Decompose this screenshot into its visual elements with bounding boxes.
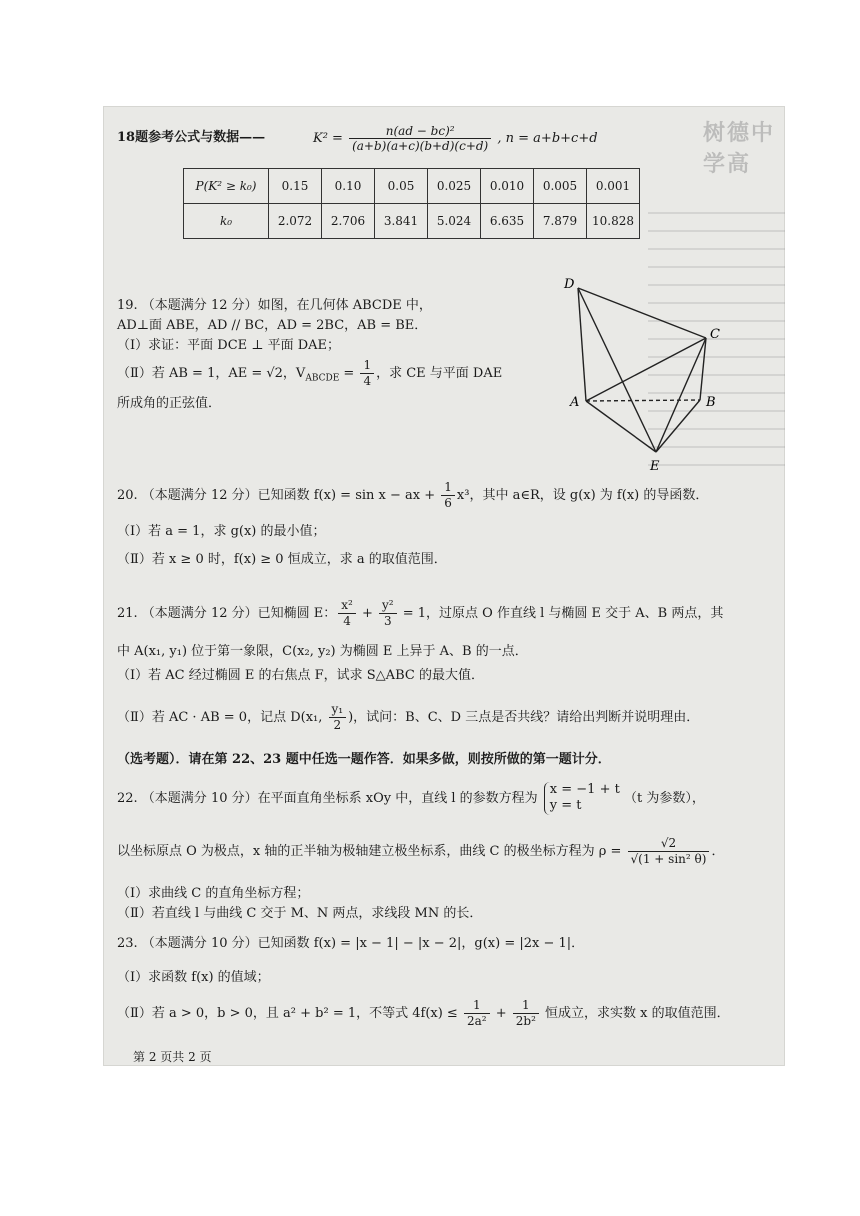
label-D: D [564,277,575,292]
q21-line-1 [117,598,723,629]
fraction-num: 1 [513,998,539,1014]
q21-fraction-y [379,598,397,629]
q21-line-2: 中 A(x₁, y₁) 位于第一象限，C(x₂, y₂) 为椭圆 E 上异于 A、B 的一点． [117,644,528,659]
fraction-num: 1 [464,998,490,1014]
q21-line-4 [117,702,699,733]
formula-tail: , n = a+b+c+d [497,131,598,146]
label-A: A [570,395,580,410]
q22-line-1 [117,782,705,815]
q20-line-1 [117,480,708,511]
fraction-den: 2a² [466,1014,487,1028]
fraction-den: 3 [383,614,392,628]
chi-square-formula [313,124,598,153]
formula-fraction [349,124,491,153]
q20-line-3: （Ⅱ）若 x ≥ 0 时，f(x) ≥ 0 恒成立，求 a 的取值范围． [117,552,447,567]
edge-BE [656,400,700,452]
fraction-den: √(1 + sin² θ) [630,852,707,866]
q19-line-4a: （Ⅱ）若 AB = 1，AE = √2，V [117,366,306,381]
fraction-num: 1 [360,358,374,374]
q23-line-2: （Ⅰ）求函数 f(x) 的值域； [117,970,270,985]
q19-line-2: AD⊥面 ABE，AD // BC，AD = 2BC，AB = BE． [117,318,428,333]
fraction-num: y² [379,598,397,614]
q21-plus: + [357,606,377,621]
table-cell: 0.15 [269,169,322,204]
label-E: E [650,459,660,474]
geometry-figure [558,276,738,476]
edge-DC [578,288,706,338]
page-footer: 第 2 页共 2 页 [133,1050,212,1064]
q23-fraction-b [513,998,539,1029]
q20-line-2: （Ⅰ）若 a = 1，求 g(x) 的最小值； [117,524,326,539]
q19-line-4b: = [339,366,359,381]
q21-line-1a: 21. （本题满分 12 分）已知椭圆 E： [117,606,337,621]
fraction-num: y₁ [329,702,347,718]
q22-line-2b: ． [711,844,725,859]
q21-line-4a: （Ⅱ）若 AC · AB = 0，记点 D(x₁, [117,710,327,725]
formula-denominator: (a+b)(a+c)(b+d)(c+d) [352,139,489,153]
q23-line-3a: （Ⅱ）若 a > 0，b > 0，且 a² + b² = 1，不等式 4f(x) ≤ [117,1006,462,1021]
table-cell: 5.024 [428,204,481,239]
q20-line-1b: x³，其中 a∈R，设 g(x) 为 f(x) 的导函数． [456,488,709,503]
edge-AE [586,401,656,452]
table-cell: 2.706 [322,204,375,239]
system-line-1: x = −1 + t [549,782,620,797]
table-header-cell: k₀ [184,204,269,239]
q23-line-3b: 恒成立，求实数 x 的取值范围． [540,1006,730,1021]
edge-AB [586,400,700,401]
exam-page [103,106,785,1066]
fraction-den: 2b² [515,1014,536,1028]
table-cell: 0.001 [587,169,640,204]
bleed-through-header: 树德中学高 [703,120,776,177]
fraction-den: 4 [343,614,351,628]
q23-line-1: 23. （本题满分 10 分）已知函数 f(x) = |x − 1| − |x − 2|，g(x) = |2x − 1|． [117,936,585,951]
q21-line-1b: = 1，过原点 O 作直线 l 与椭圆 E 交于 A、B 两点，其 [398,606,724,621]
edge-DA [578,288,586,401]
q22-line-3: （Ⅰ）求曲线 C 的直角坐标方程； [117,886,310,901]
q22-fraction [628,836,710,867]
table-cell: 10.828 [587,204,640,239]
table-cell: 0.005 [534,169,587,204]
table-cell: 3.841 [375,204,428,239]
table-cell: 7.879 [534,204,587,239]
label-C: C [710,327,720,342]
q19-line-5: 所成角的正弦值． [117,396,222,411]
q22-line-2 [117,836,724,867]
table-row [184,204,640,239]
q20-line-1a: 20. （本题满分 12 分）已知函数 f(x) = sin x − ax + [117,488,440,503]
volume-subscript: ABCDE [305,373,340,384]
q21-fraction-x [338,598,356,629]
formula-numerator: n(ad − bc)² [349,124,491,139]
table-cell: 0.010 [481,169,534,204]
table-cell: 0.025 [428,169,481,204]
q21-fraction-d [329,702,347,733]
q18-ref-title: 18题参考公式与数据—— [117,130,266,145]
q23-plus: + [491,1006,511,1021]
q22-line-4: （Ⅱ）若直线 l 与曲线 C 交于 M、N 两点，求线段 MN 的长． [117,906,483,921]
fraction-den: 6 [444,496,452,510]
q22-line-1a: 22. （本题满分 10 分）在平面直角坐标系 xOy 中，直线 l 的参数方程为 [117,790,538,806]
label-B: B [706,395,716,410]
q19-line-3: （Ⅰ）求证：平面 DCE ⊥ 平面 DAE； [117,338,341,353]
q23-fraction-a [464,998,490,1029]
elective-note: （选考题）．请在第 22、23 题中任选一题作答．如果多做，则按所做的第一题计分． [117,752,611,767]
table-cell: 2.072 [269,204,322,239]
formula-lhs: K² = [313,131,343,146]
fraction-num: x² [338,598,356,614]
q21-line-3: （Ⅰ）若 AC 经过椭圆 E 的右焦点 F，试求 S△ABC 的最大值． [117,668,484,683]
edge-CA [586,338,706,401]
table-row [184,169,640,204]
table-header-cell: P(K² ≥ k₀) [184,169,269,204]
table-cell: 6.635 [481,204,534,239]
q22-line-1b: （t 为参数）， [623,790,705,806]
q19-line-1: 19. （本题满分 12 分）如图，在几何体 ABCDE 中， [117,298,432,313]
table-cell: 0.05 [375,169,428,204]
param-system [544,782,620,815]
fraction-num: √2 [628,836,710,852]
fraction-num: 1 [441,480,455,496]
q23-line-3 [117,998,730,1029]
critical-value-table [183,168,640,239]
edge-CE [656,338,706,452]
q19-line-4 [117,358,502,389]
q22-line-2a: 以坐标原点 O 为极点，x 轴的正半轴为极轴建立极坐标系，曲线 C 的极坐标方程为 ρ = [117,844,626,859]
edge-CB [700,338,706,400]
q19-line-4c: ，求 CE 与平面 DAE [376,366,503,381]
fraction-den: 2 [333,718,342,732]
q20-fraction [441,480,455,511]
table-cell: 0.10 [322,169,375,204]
q21-line-4b: )，试问：B、C、D 三点是否共线？请给出判断并说明理由． [348,710,700,725]
system-line-2: y = t [549,798,582,814]
q19-fraction [360,358,374,389]
fraction-den: 4 [363,374,372,388]
